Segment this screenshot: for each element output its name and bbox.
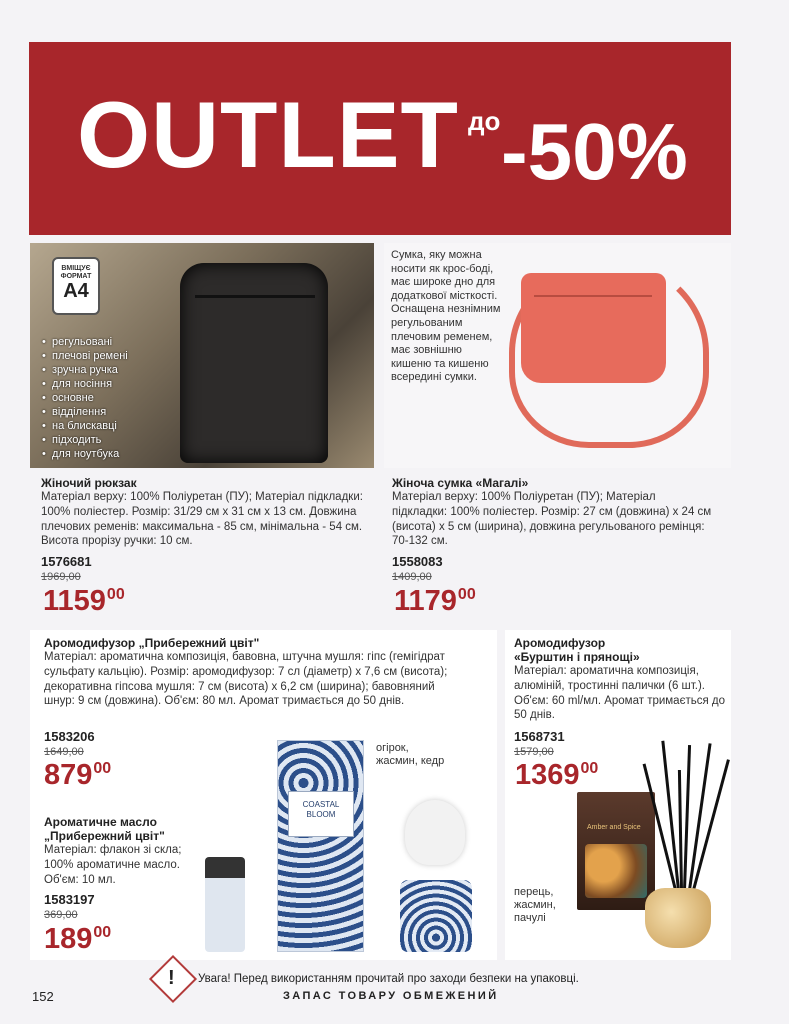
oil-title-1: Ароматичне масло [44, 815, 157, 829]
feature-item: • регульовані [42, 335, 128, 349]
diffuser-jar-image [400, 880, 472, 952]
price-cents: 00 [457, 586, 476, 603]
amber-description: Матеріал: ароматична композиція, алюміній, тростинні палички (6 шт.). Об'єм: 60 ml/мл. Аромат тримається до 50 днів. [514, 665, 725, 722]
price-main: 1159 [43, 585, 106, 617]
amber-box-label: Amber and Spice [587, 824, 641, 831]
coastal-description: Матеріал: ароматична композиція, бавовна, штучна мушля: гіпс (гемігідрат сульфату кальцію). Розмір: аромодифузор: 7 сл (діаметр) х 7,6 см (висота); декоративна гіпсова мушля: 7 см (висота) х 6,2 см (ширина); бавовняний шнур: 9 см (довжина). Об'єм: 80 мл. Аромат тримається до 50 днів. [44, 651, 448, 708]
oil-bottle-image [205, 857, 245, 952]
bag-photo-text: Сумка, яку можна носити як крос-боді, має широке дно для додаткової місткості. Оснащена незнімним регульованим плечовим ременем, має зовнішню кишеню та кишеню всередині сумки. [391, 249, 501, 384]
backpack-price [43, 587, 125, 616]
coastal-box-image [277, 740, 364, 952]
bag-image [521, 273, 666, 383]
coastal-code: 1583206 [44, 729, 95, 744]
oil-old-price: 369,00 [44, 909, 78, 921]
badge-line1: ВМІЩУЄ [61, 265, 91, 272]
coastal-old-price: 1649,00 [44, 746, 84, 758]
page-number: 152 [32, 989, 54, 1004]
price-cents: 00 [580, 760, 599, 777]
price-main: 879 [44, 759, 93, 791]
price-main: 189 [44, 923, 93, 955]
feature-item: • зручна ручка [42, 363, 128, 377]
coastal-title: Аромодифузор „Прибережний цвіт" [44, 636, 260, 650]
price-main: 1369 [515, 759, 580, 791]
badge-size: А4 [63, 280, 89, 303]
coastal-price [44, 761, 111, 790]
amber-box-image [577, 792, 655, 910]
backpack-code: 1576681 [41, 554, 92, 569]
bag-zipper [534, 295, 652, 297]
feature-item: • основне [42, 391, 128, 405]
amber-old-price: 1579,00 [514, 746, 554, 758]
amber-code: 1568731 [514, 729, 565, 744]
banner-upto: до [468, 106, 501, 136]
exclamation-icon: ! [168, 967, 175, 989]
backpack-photo [30, 243, 374, 468]
outlet-banner [29, 42, 731, 235]
backpack-zipper [195, 295, 315, 298]
limited-stock-notice: ЗАПАС ТОВАРУ ОБМЕЖЕНИЙ [283, 990, 499, 1002]
bag-old-price: 1409,00 [392, 571, 432, 583]
amber-title-2: «Бурштин і прянощі» [514, 650, 640, 664]
backpack-description: Матеріал верху: 100% Поліуретан (ПУ); Матеріал підкладки: 100% поліестер. Розмір: 31/29 см х 31 см х 13 см. Довжина плечових ременів: максимальна - 85 см, мінімальна - 54 см. Висота прорізу ручки: 10 см. [41, 491, 363, 548]
backpack-title: Жіночий рюкзак [41, 476, 137, 490]
price-cents: 00 [106, 586, 125, 603]
backpack-old-price: 1969,00 [41, 571, 81, 583]
amber-notes: перець, жасмин, пачулі [514, 886, 556, 924]
feature-item: • плечові ремені [42, 349, 128, 363]
price-main: 1179 [394, 585, 457, 617]
banner-discount: -50% [501, 107, 688, 196]
feature-item: • для ноутбука [42, 447, 128, 461]
amber-jar-image [645, 888, 711, 948]
bag-code: 1558083 [392, 554, 443, 569]
bag-photo [384, 243, 731, 468]
badge-line2: ФОРМАТ [60, 272, 92, 280]
banner-title: OUTLET [77, 82, 459, 187]
bag-description: Матеріал верху: 100% Поліуретан (ПУ); Матеріал підкладки: 100% поліестер. Розмір: 27 см (довжина) х 24 см (висота) х 5 см (ширина), довжина регульованого ремінця: 70-132 см. [392, 491, 712, 548]
diffuser-flower-image [405, 800, 465, 865]
oil-code: 1583197 [44, 892, 95, 907]
price-cents: 00 [93, 760, 112, 777]
amber-title-1: Аромодифузор [514, 636, 606, 650]
a4-badge [52, 257, 100, 315]
bag-price [394, 587, 476, 616]
backpack-image [180, 263, 328, 463]
price-cents: 00 [93, 924, 112, 941]
oil-price [44, 925, 111, 954]
bag-title: Жіноча сумка «Магалі» [392, 476, 529, 490]
feature-item: • для носіння [42, 377, 128, 391]
oil-description: Матеріал: флакон зі скла; 100% ароматичне масло. Об'єм: 10 мл. [44, 844, 182, 886]
oil-title-2: „Прибережний цвіт" [44, 829, 165, 843]
feature-item: • підходить [42, 433, 128, 447]
leopard-illustration [585, 844, 647, 898]
safety-warning: Увага! Перед використанням прочитай про заходи безпеки на упаковці. [198, 973, 579, 985]
feature-item: • на блискавці [42, 419, 128, 433]
amber-price [515, 761, 598, 790]
backpack-features [42, 335, 128, 461]
coastal-notes: огірок, жасмин, кедр [376, 742, 445, 767]
coastal-box-label: COASTAL BLOOM [288, 791, 354, 837]
feature-item: • відділення [42, 405, 128, 419]
